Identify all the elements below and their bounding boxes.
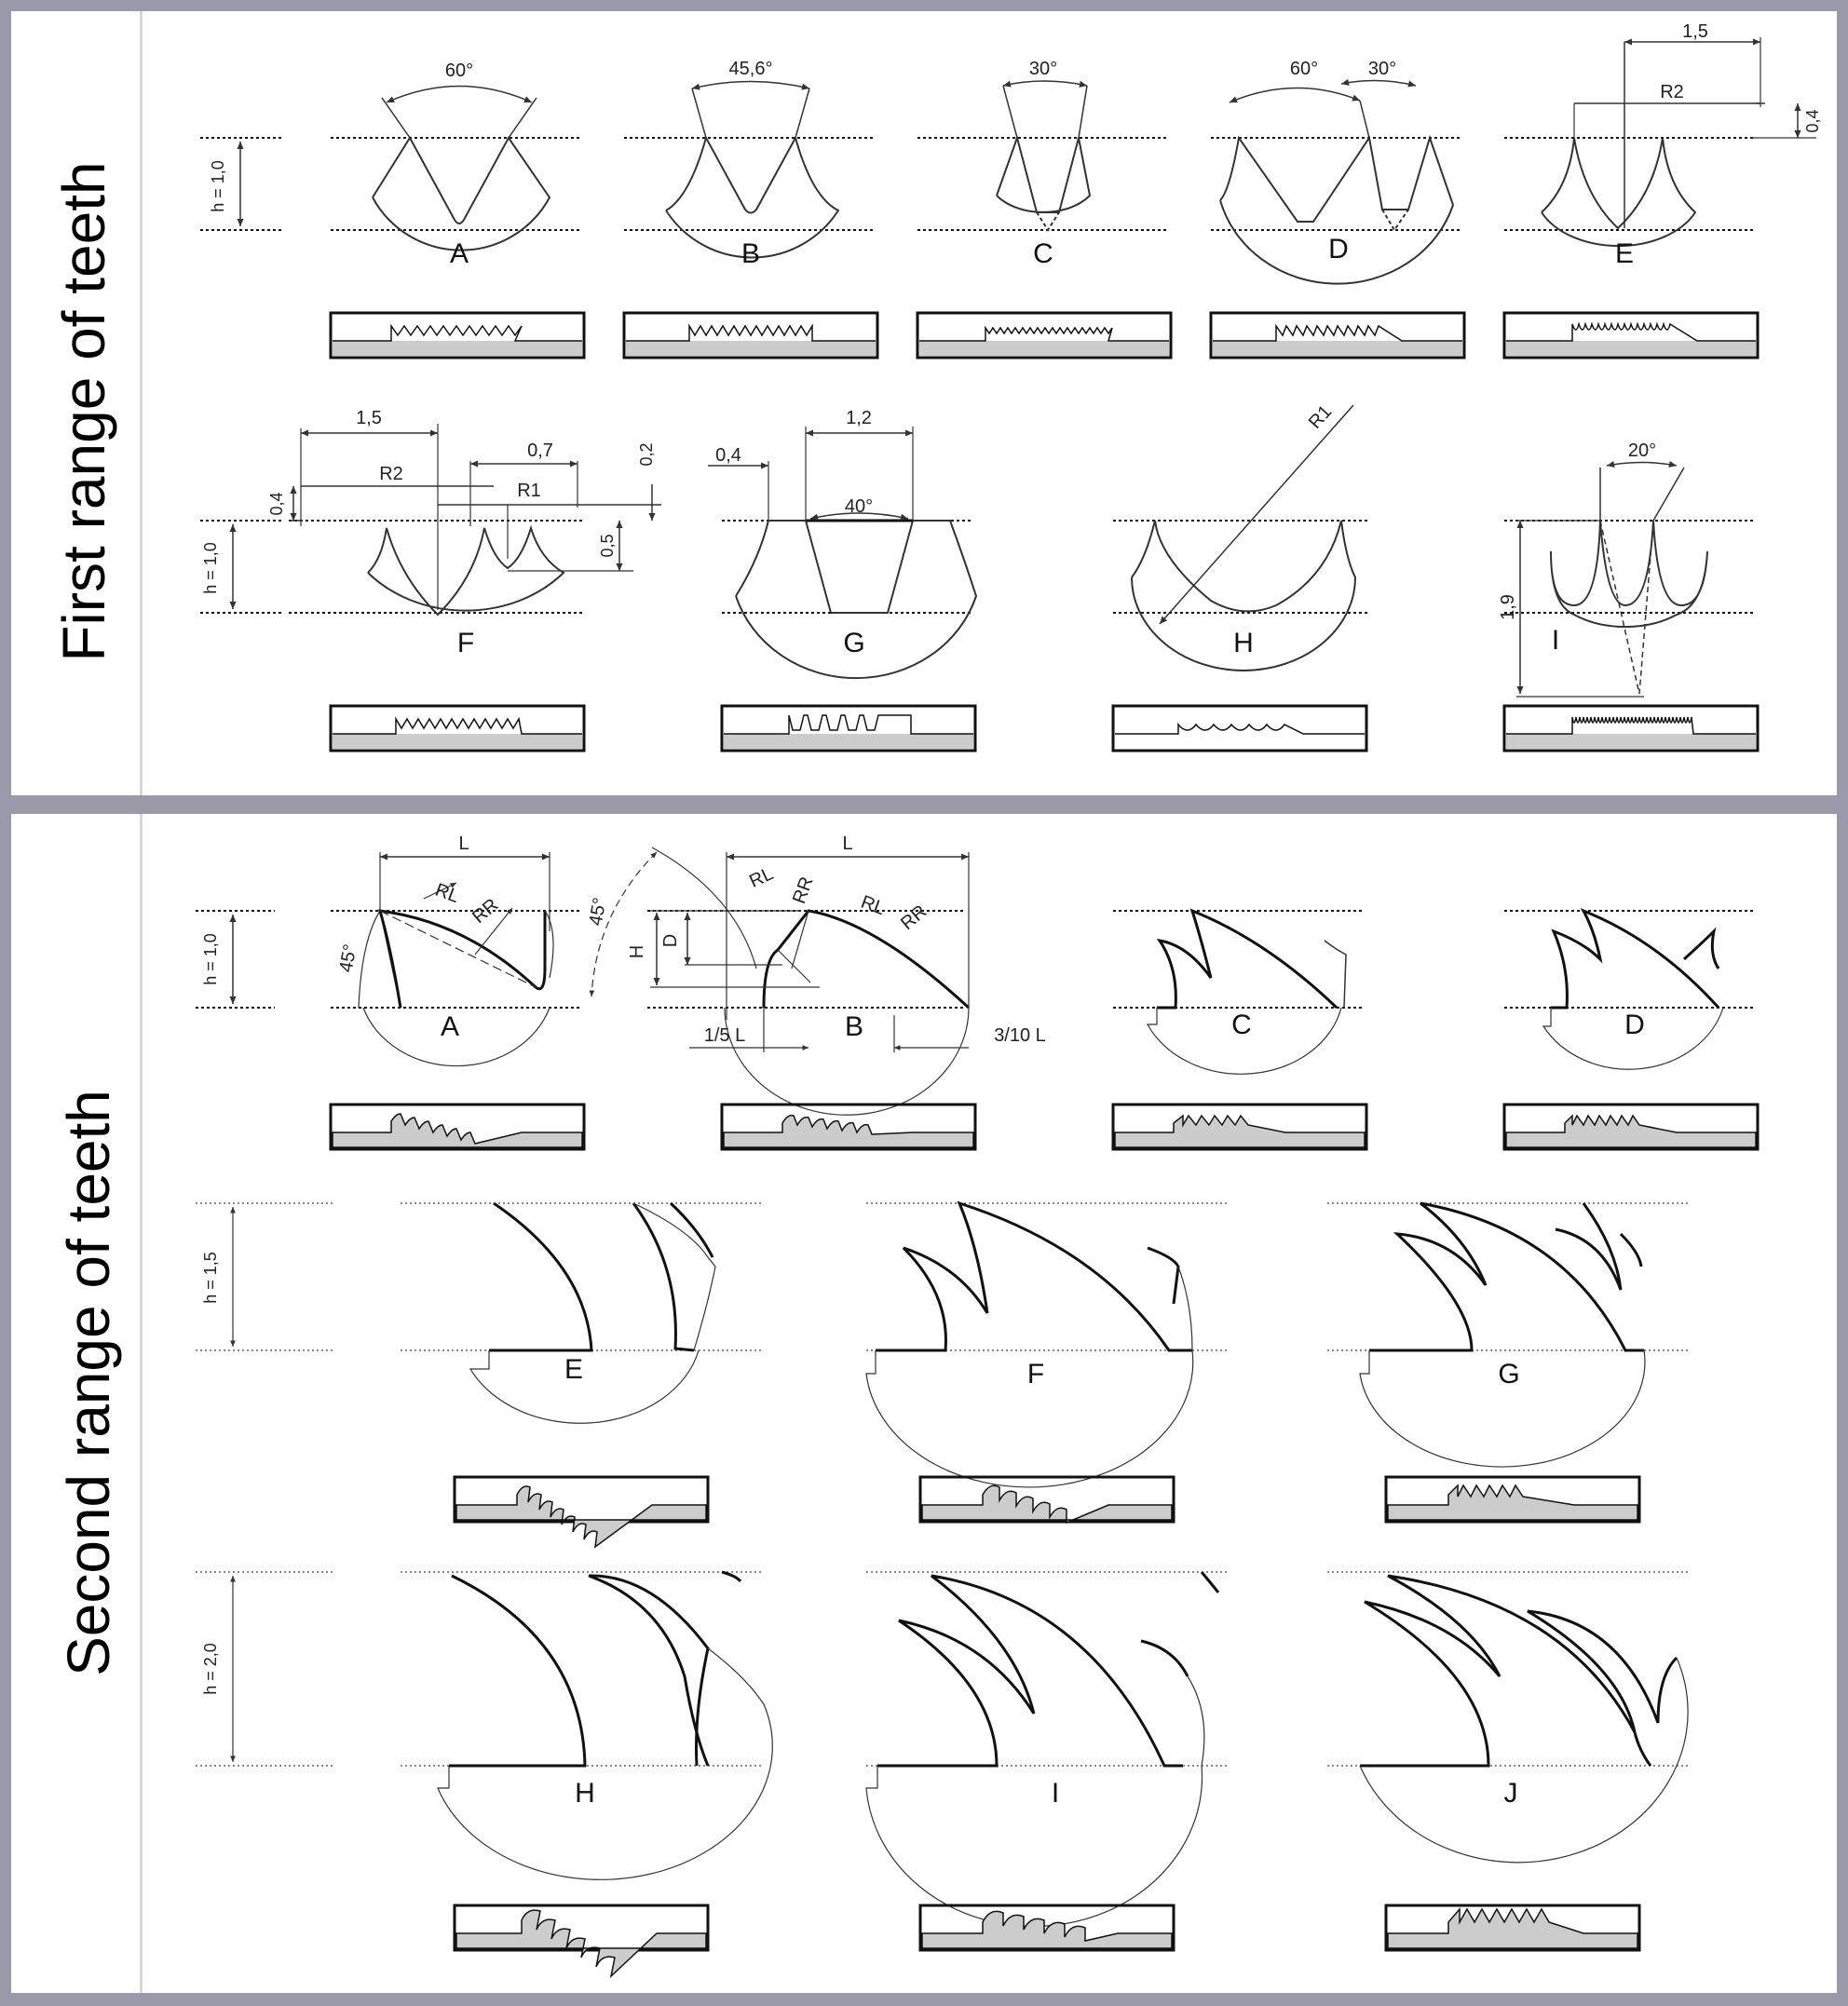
profile-1b: [624, 59, 876, 269]
angle-label-1a: 60°: [444, 61, 474, 81]
blade-strips-second-row2: [455, 1477, 1639, 1547]
h-dimension-second-row2: [196, 1203, 335, 1350]
blade-strips-row1: [331, 313, 1758, 358]
angle-label-2a: 45°: [335, 942, 361, 974]
profile-letter-2g: G: [1498, 1359, 1520, 1389]
radius-label-2b-rr2: RR: [897, 901, 931, 935]
blade-strips-second-row3: [455, 1905, 1639, 1976]
profile-1f: [267, 408, 661, 658]
radius-label-1f-r2: R2: [379, 464, 403, 484]
frac-label-2b-right: 3/10 L: [994, 1025, 1046, 1046]
blade-strip-2d: [1504, 1105, 1758, 1149]
h-label-second-15: h = 1,5: [201, 1252, 220, 1304]
profile-letter-1b: B: [741, 238, 761, 269]
dim-label-1e-top: 1,5: [1682, 21, 1708, 42]
blade-strips-second-row1: [331, 1105, 1758, 1149]
blade-strip-1h: [1113, 706, 1366, 751]
blade-strip-2f: [920, 1477, 1174, 1523]
profile-1d: [1211, 59, 1462, 284]
radius-label-2b-rr: RR: [789, 874, 818, 907]
angle-label-1b: 45,6°: [728, 59, 773, 79]
section-title-second: Second range of teeth: [55, 1090, 122, 1676]
angle-label-1g: 40°: [844, 496, 874, 517]
h-label-second-10: h = 1,0: [201, 933, 220, 985]
profile-2j: [1327, 1572, 1691, 1863]
dim-label-1g-top: 1,2: [846, 408, 872, 428]
radius-label-1e: R2: [1660, 82, 1684, 102]
blade-strip-1d: [1211, 313, 1464, 358]
blade-strip-1g: [722, 706, 975, 751]
angle-label-1d-b: 30°: [1367, 59, 1397, 79]
profile-1i: [1498, 441, 1756, 697]
profile-letter-2d: D: [1624, 1010, 1645, 1040]
frac-label-2b-left: 1/5 L: [703, 1025, 746, 1046]
h-label-row1: h = 1,0: [209, 160, 227, 212]
blade-strips-row2: [331, 706, 1758, 751]
dim-label-1g-left: 0,4: [715, 445, 741, 466]
blade-strip-2a: [331, 1105, 584, 1149]
blade-strip-1i: [1504, 706, 1758, 751]
profile-1a: [331, 61, 582, 269]
profile-letter-2a: A: [440, 1011, 460, 1042]
h-label-row2: h = 1,0: [201, 542, 220, 594]
dim-label-1f-02: 0,2: [637, 442, 656, 467]
blade-strip-2h: [455, 1905, 708, 1976]
profile-letter-1h: H: [1233, 628, 1254, 658]
profile-letter-2i: I: [1051, 1778, 1060, 1809]
length-label-2b: L: [842, 834, 853, 854]
radius-label-1h: R1: [1304, 401, 1337, 433]
h-dimension-second-row3: [196, 1572, 335, 1766]
profile-letter-1i: I: [1551, 625, 1560, 656]
profile-letter-2h: H: [575, 1778, 595, 1809]
h-label-2b: H: [627, 944, 647, 959]
profile-2b: [586, 834, 1046, 1115]
radius-label-2a-rr: RR: [469, 894, 503, 928]
radius-label-2b-rl: RL: [746, 863, 777, 892]
dim-label-1f-top: 1,5: [356, 408, 382, 428]
profile-2g: [1327, 1203, 1691, 1467]
profile-1g: [708, 408, 976, 678]
radius-label-2b-rl2: RL: [858, 891, 888, 920]
blade-strip-2e: [455, 1477, 708, 1547]
profile-1c: [917, 59, 1169, 269]
angle-label-1i: 20°: [1627, 441, 1657, 461]
profile-letter-2c: C: [1231, 1010, 1252, 1040]
profile-2i: [866, 1572, 1230, 1926]
profile-letter-2j: J: [1503, 1778, 1518, 1809]
profile-letter-1c: C: [1033, 238, 1053, 269]
h-label-second-20: h = 2,0: [201, 1643, 220, 1695]
profile-letter-2f: F: [1026, 1359, 1045, 1389]
blade-strip-1b: [624, 313, 877, 358]
blade-strip-1c: [917, 313, 1171, 358]
profile-letter-1f: F: [456, 628, 475, 658]
h-dimension-row1: [200, 138, 284, 230]
profile-1h: [1113, 401, 1369, 671]
angle-label-1c: 30°: [1028, 59, 1058, 79]
profile-2h: [401, 1572, 772, 1879]
profile-2d: [1504, 911, 1756, 1069]
dim-label-1e-side: 0,4: [1803, 109, 1822, 133]
dim-label-1f-small: 0,7: [527, 441, 553, 461]
h-dimension-row2: [200, 521, 284, 613]
blade-strip-1e: [1504, 313, 1758, 358]
profile-letter-1e: E: [1614, 238, 1635, 269]
blade-strip-2j: [1386, 1905, 1639, 1950]
profile-2e: [401, 1203, 764, 1423]
length-label-2a: L: [458, 834, 469, 854]
dim-label-1f-05: 0,5: [598, 534, 617, 558]
angle-label-2b: 45°: [585, 896, 611, 928]
profile-letter-1g: G: [843, 628, 865, 658]
profile-1e: [1504, 21, 1822, 269]
profile-2f: [866, 1203, 1230, 1487]
blade-strip-2g: [1386, 1477, 1639, 1522]
height-label-1i: 1,9: [1498, 594, 1518, 620]
blade-strip-2i: [920, 1905, 1174, 1950]
angle-label-1d-a: 60°: [1289, 59, 1319, 79]
blade-strip-1f: [331, 706, 584, 751]
profile-letter-2e: E: [564, 1354, 584, 1385]
profile-letter-1a: A: [449, 238, 469, 269]
blade-strip-1a: [331, 313, 584, 358]
d-label-2b: D: [660, 933, 681, 948]
section-title-first: First range of teeth: [50, 161, 117, 662]
h-dimension-second-row1: [196, 911, 275, 1008]
radius-label-2a-rl: RL: [432, 879, 462, 908]
profile-letter-2b: B: [844, 1011, 864, 1042]
blade-strip-2b: [722, 1105, 975, 1149]
profile-letter-1d: D: [1328, 234, 1349, 264]
blade-strip-2c: [1113, 1105, 1366, 1149]
profile-2c: [1113, 911, 1365, 1074]
dim-label-1f-04: 0,4: [267, 492, 286, 516]
radius-label-1f-r1: R1: [517, 481, 541, 501]
profile-2a: [331, 834, 582, 1066]
